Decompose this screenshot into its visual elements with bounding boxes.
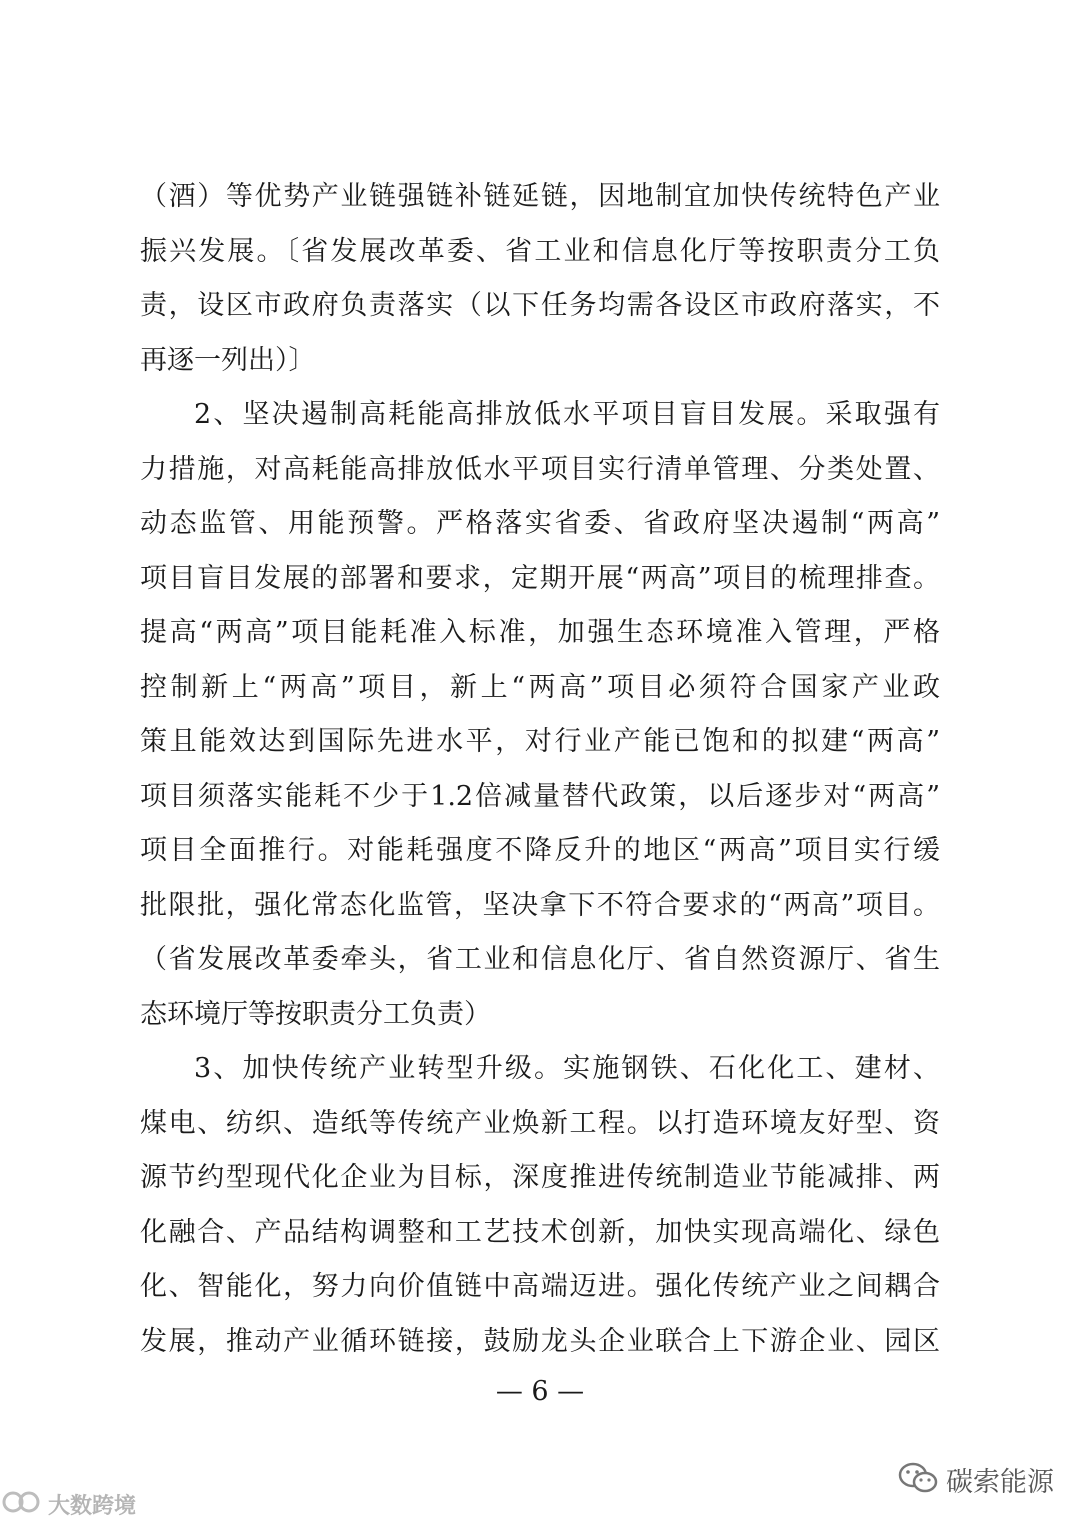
text-line: 项目盲目发展的部署和要求，定期开展“两高”项目的梳理排查。 bbox=[140, 562, 940, 594]
text-line: 批限批，强化常态化监管，坚决拿下不符合要求的“两高”项目。 bbox=[140, 889, 940, 921]
text-line: 化、智能化，努力向价值链中高端迈进。强化传统产业之间耦合 bbox=[140, 1271, 940, 1302]
text-line: 项目须落实能耗不少于1.2倍减量替代政策，以后逐步对“两高” bbox=[140, 780, 940, 812]
text-line: 控制新上“两高”项目，新上“两高”项目必须符合国家产业政 bbox=[140, 671, 940, 703]
text-line: 再逐一列出）〕 bbox=[140, 344, 316, 376]
watermark-left bbox=[0, 1487, 136, 1521]
text-line: 2、坚决遏制高耗能高排放低水平项目盲目发展。采取强有 bbox=[194, 399, 940, 430]
text-line: 提高“两高”项目能耗准入标准，加强生态环境准入管理，严格 bbox=[140, 617, 940, 648]
text-line: 力措施，对高耗能高排放低水平项目实行清单管理、分类处置、 bbox=[140, 453, 940, 485]
text-line: 策且能效达到国际先进水平，对行业产能已饱和的拟建“两高” bbox=[140, 726, 940, 757]
text-line: 煤电、纺织、造纸等传统产业焕新工程。以打造环境友好型、资 bbox=[140, 1107, 940, 1139]
text-line: 动态监管、用能预警。严格落实省委、省政府坚决遏制“两高” bbox=[140, 508, 940, 539]
watermark-right bbox=[898, 1460, 1054, 1499]
body-text bbox=[140, 170, 940, 1369]
page-number: — 6 — bbox=[495, 1376, 585, 1407]
text-line: 发展，推动产业循环链接，鼓励龙头企业联合上下游企业、园区 bbox=[140, 1325, 940, 1357]
text-line: 态环境厅等按职责分工负责） bbox=[140, 998, 491, 1030]
text-line: （省发展改革委牵头，省工业和信息化厅、省自然资源厅、省生 bbox=[140, 944, 940, 975]
watermark-left-text: 大数跨境 bbox=[48, 1493, 137, 1519]
text-line: 项目全面推行。对能耗强度不降反升的地区“两高”项目实行缓 bbox=[140, 835, 940, 866]
text-line: 化融合、产品结构调整和工艺技术创新，加快实现高端化、绿色 bbox=[140, 1216, 940, 1248]
text-line: 振兴发展。〔省发展改革委、省工业和信息化厅等按职责分工负 bbox=[140, 235, 940, 267]
text-line: （酒）等优势产业链强链补链延链，因地制宜加快传统特色产业 bbox=[140, 181, 940, 212]
text-line: 源节约型现代化企业为目标，深度推进传统制造业节能减排、两 bbox=[140, 1162, 940, 1193]
wechat-icon bbox=[898, 1461, 938, 1499]
watermark-logo-icon bbox=[0, 1487, 44, 1521]
text-line: 3、加快传统产业转型升级。实施钢铁、石化化工、建材、 bbox=[194, 1053, 940, 1084]
text-line: 责，设区市政府负责落实（以下任务均需各设区市政府落实，不 bbox=[140, 290, 940, 321]
watermark-right-text: 碳索能源 bbox=[946, 1467, 1054, 1498]
